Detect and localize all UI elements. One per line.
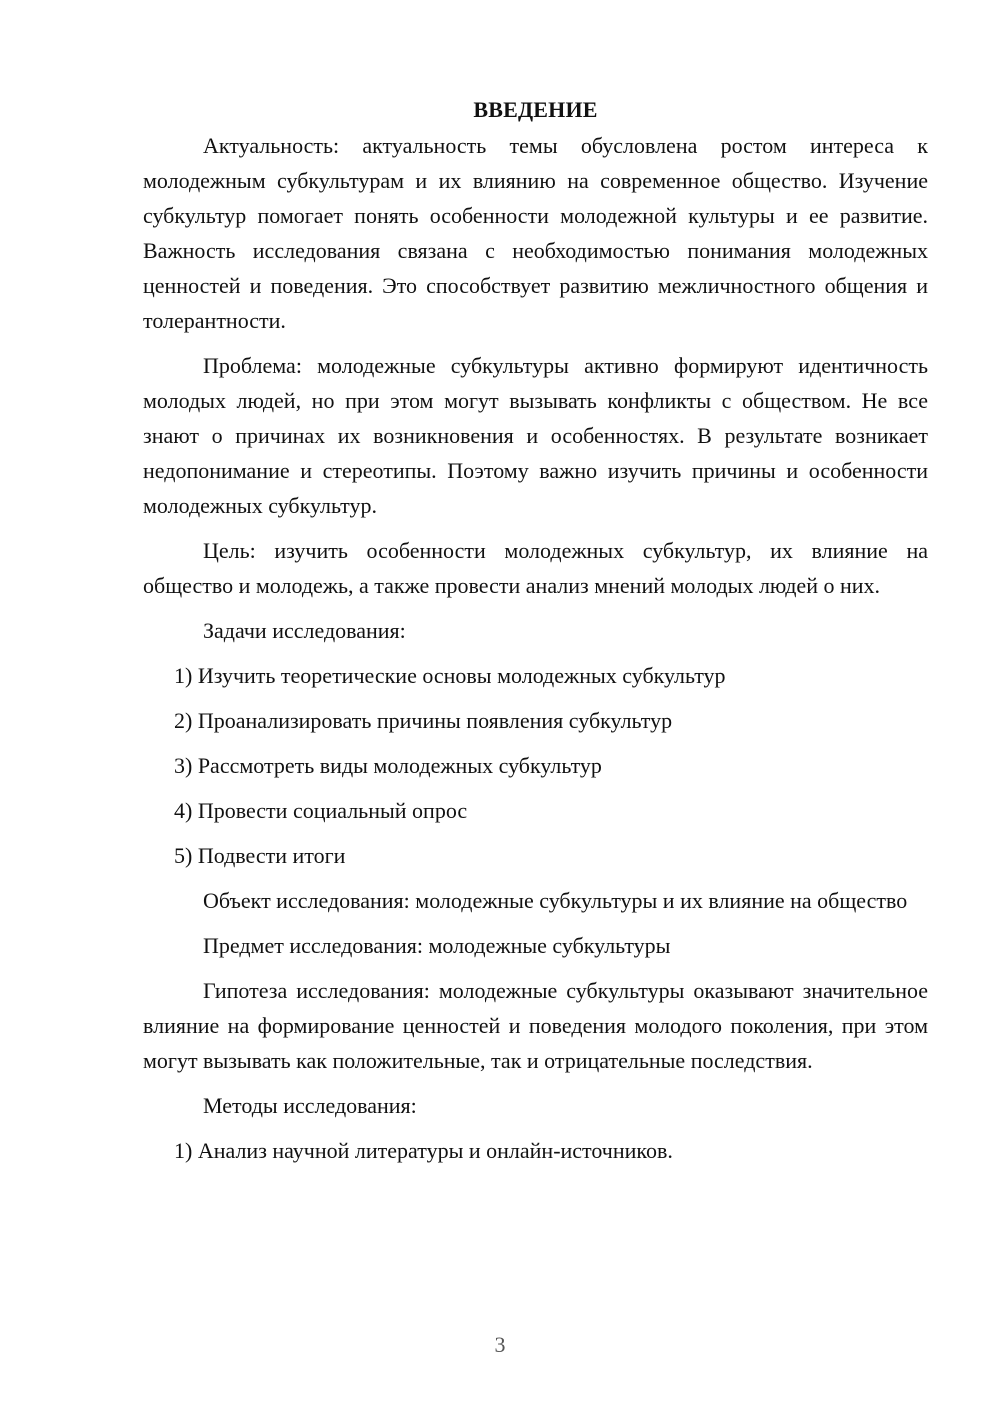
paragraph-object: Объект исследования: молодежные субкультуры и их влияние на общество (203, 888, 908, 913)
tasks-title: Задачи исследования: (203, 618, 406, 643)
paragraph-hypothesis: Гипотеза исследования: молодежные субкультуры оказывают значительное влияние на формирование ценностей и поведения молодого поколения, при этом могут вызывать как положительные, так и отрицательные последствия. (143, 978, 928, 1073)
task-item: 4) Провести социальный опрос (174, 798, 468, 823)
paragraph-goal: Цель: изучить особенности молодежных субкультур, их влияние на общество и молодежь, а также провести анализ мнений молодых людей о них. (143, 538, 928, 598)
method-item: 1) Анализ научной литературы и онлайн-источников. (174, 1138, 673, 1163)
task-item: 3) Рассмотреть виды молодежных субкультур (174, 753, 602, 778)
methods-title: Методы исследования: (203, 1093, 417, 1118)
paragraph-subject: Предмет исследования: молодежные субкультуры (203, 933, 671, 958)
task-item: 5) Подвести итоги (174, 843, 346, 868)
document-page (143, 92, 928, 1178)
task-item: 2) Проанализировать причины появления субкультур (174, 708, 673, 733)
task-item: 1) Изучить теоретические основы молодежных субкультур (174, 663, 726, 688)
page-title: ВВЕДЕНИЕ (473, 97, 598, 122)
page-number: 3 (494, 1332, 506, 1357)
paragraph-problem: Проблема: молодежные субкультуры активно формируют идентичность молодых людей, но при этом могут вызывать конфликты с обществом. Не все знают о причинах их возникновения и особенностях. В результате возникает недопонимание и стереотипы. Поэтому важно изучить причины и особенности молодежных субкультур. (143, 353, 928, 518)
paragraph-relevance: Актуальность: актуальность темы обусловлена ростом интереса к молодежным субкультурам и их влиянию на современное общество. Изучение субкультур помогает понять особенности молодежной культуры и ее развитие. Важность исследования связана с необходимостью понимания молодежных ценностей и поведения. Это способствует развитию межличностного общения и толерантности. (143, 133, 928, 333)
